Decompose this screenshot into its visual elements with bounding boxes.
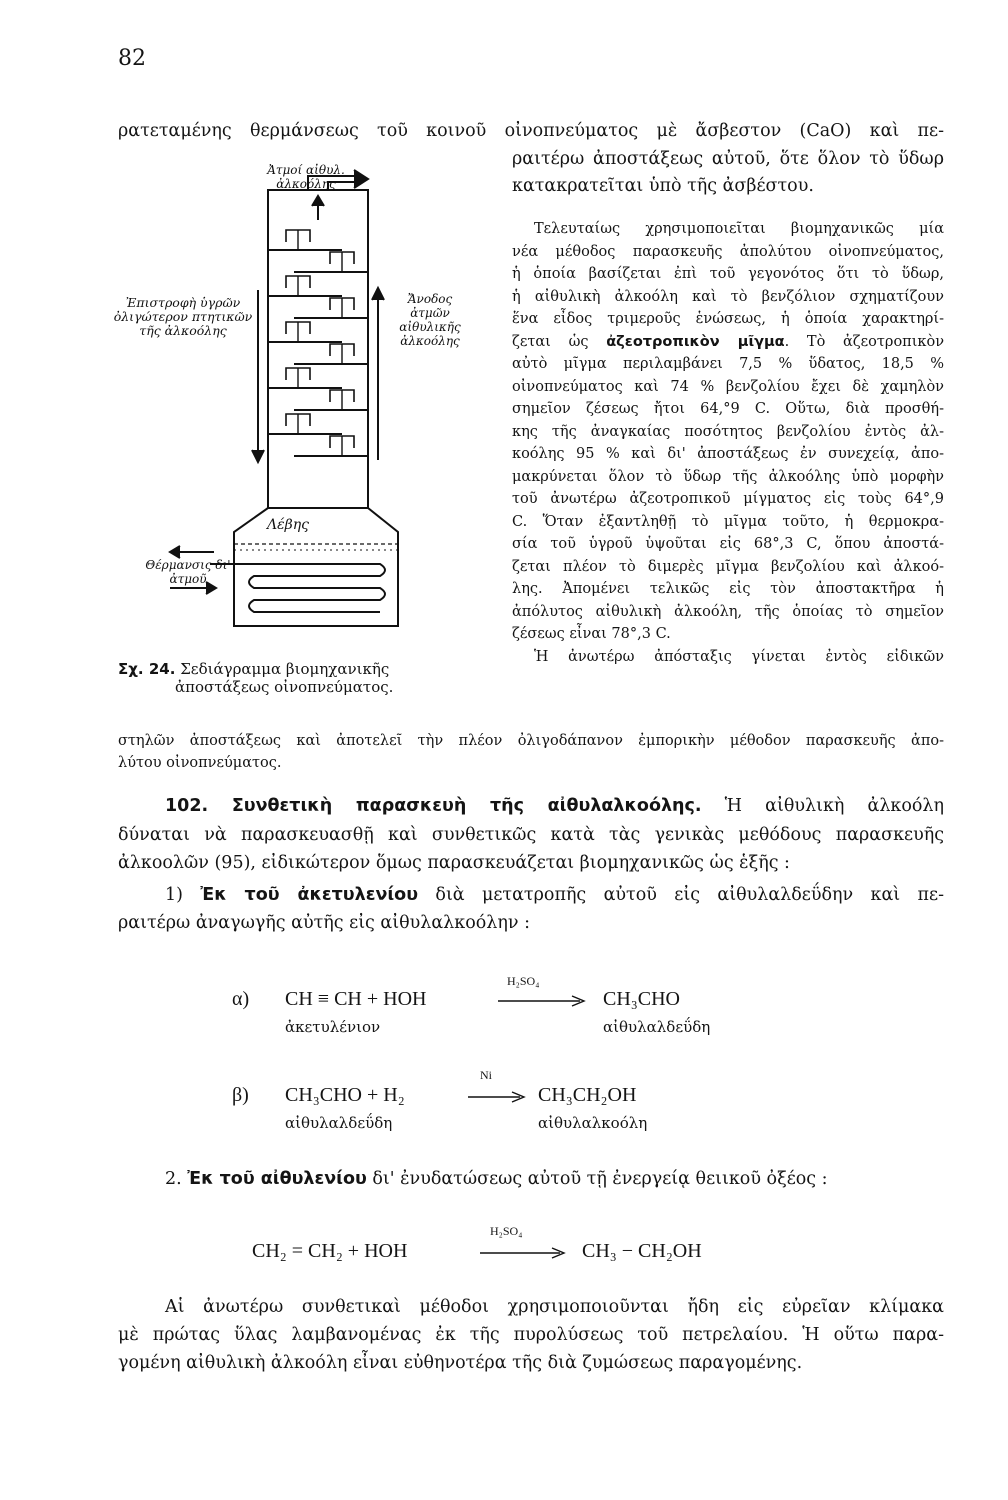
method-1-title: Ἐκ τοῦ ἀκετυλενίου	[200, 885, 419, 905]
method-1-line-1: 1) Ἐκ τοῦ ἀκετυλενίου διὰ μετατροπῆς αὐτοῦ εἰς αἰθυλαλδεΰδην καὶ πε-	[165, 885, 944, 905]
caption-number: Σχ. 24.	[118, 660, 176, 678]
reaction-b-product: CH₃CH₂OH	[538, 1084, 637, 1106]
rc-line: κοόλης 95 % καὶ δι' ἀποστάξεως ἐν συνεχείᾳ, ἀπο-	[512, 446, 944, 462]
rc-line: σία τοῦ ὑγροῦ ὑψοῦται εἰς 68°,3 C, ὅπου ἀποστά-	[512, 536, 944, 552]
ethylene-reactants: CH₂ = CH₂ + HOH	[252, 1240, 408, 1262]
page-number: 82	[118, 46, 146, 71]
method-1-line-2: ραιτέρω ἀναγωγῆς αὐτῆς εἰς αἰθυλαλκοόλην :	[118, 913, 530, 933]
rc-line: ἕνα εἶδος τριμεροῦς ἑνώσεως, ἡ ὁποία χαρακτηρί-	[512, 311, 944, 327]
intro-line-1: ρατεταμένης θερμάνσεως τοῦ κοινοῦ οἰνοπνεύματος μὲ ἄσβεστον (CaO) καὶ πε-	[118, 121, 944, 141]
figure-caption: Σχ. 24. Σεδιάγραμμα βιομηχανικῆς	[118, 660, 390, 678]
rc-line: κης τῆς ἀναγκαίας ποσότητος βενζολίου ἐντὸς ἀλ-	[512, 423, 944, 440]
rc-line: C. Ὅταν ἐξαντληθῇ τὸ μῖγμα τοῦτο, ἡ θερμοκρα-	[512, 513, 944, 530]
rc-line: ζεται πλέον τὸ διμερὲς μῖγμα βενζολίου καὶ ἀλκοό-	[512, 558, 944, 575]
reaction-a-product-name: αἰθυλαλδεΰδη	[603, 1018, 711, 1036]
rc-line: νέα μέθοδος παρασκευῆς ἀπολύτου οἰνοπνεύματος,	[512, 243, 944, 260]
reaction-b-label: β)	[232, 1084, 249, 1106]
rc-line: οἰνοπνεύματος καὶ 74 % βενζολίου ἔχει δὲ χαμηλὸν	[512, 378, 944, 395]
method-2-title: Ἐκ τοῦ αἰθυλενίου	[187, 1169, 367, 1189]
section-heading: 102. Συνθετικὴ παρασκευὴ τῆς αἰθυλαλκοόλης.	[165, 796, 702, 816]
intro-line-2: ραιτέρω ἀποστάξεως αὐτοῦ, ὅτε ὅλον τὸ ὕδωρ	[512, 149, 944, 169]
closing-line-1: Αἱ ἀνωτέρω συνθετικαὶ μέθοδοι χρησιμοποιοῦνται ἤδη εἰς εὐρεῖαν κλίμακα	[165, 1297, 944, 1317]
intro-line-3: κατακρατεῖται ὑπὸ τῆς ἀσβέστου.	[512, 176, 814, 196]
steam-heating-label: Θέρμανσις δι' ἀτμοῦ	[145, 558, 231, 586]
reaction-b-reactants: CH₃CHO + H₂	[285, 1084, 405, 1106]
rc-line: ἀπόλυτος αἰθυλικὴ ἀλκοόλη, τῆς ὁποίας τὸ σημεῖον	[512, 603, 944, 620]
rc-line: αὐτὸ μῖγμα περιλαμβάνει 7,5 % ὕδατος, 18,5 %	[512, 356, 944, 372]
rc-line: σημεῖον ζέσεως ἤτοι 64,°9 C. Οὕτω, διὰ προσθή-	[512, 401, 944, 417]
rc-line: ἡ αἰθυλικὴ ἀλκοόλη καὶ τὸ βενζόλιον σχηματίζουν	[512, 288, 944, 305]
rc-line-azeotrope: ζεται ὡς ἀζεοτροπικὸν μῖγμα. Τὸ ἀζεοτροπικὸν	[512, 333, 945, 350]
azeotrope-term: ἀζεοτροπικὸν μῖγμα	[606, 333, 785, 350]
rc-line: λης. Ἀπομένει τελικῶς εἰς τὸν ἀποστακτῆρα ἡ	[512, 581, 944, 597]
section-102-line-1: 102. Συνθετικὴ παρασκευὴ τῆς αἰθυλαλκοόλης. Ἡ αἰθυλικὴ ἀλκοόλη	[165, 796, 944, 816]
reaction-b-reactant-name: αἰθυλαλδεΰδη	[285, 1114, 393, 1132]
boiler-label: Λέβης	[267, 517, 309, 533]
reaction-a-catalyst: H₂SO₄	[507, 974, 540, 988]
rc-line: ζέσεως εἶναι 78°,3 C.	[512, 626, 671, 642]
reaction-a-reactants: CH ≡ CH + HOH	[285, 988, 427, 1010]
rc-line: ἡ ὁποία βασίζεται ἐπὶ τοῦ γεγονότος ὅτι τὸ ὕδωρ,	[512, 266, 944, 282]
section-102-line-2: δύναται νὰ παρασκευασθῇ καὶ συνθετικῶς κατὰ τὰς γενικὰς μεθόδους παρασκευῆς	[118, 825, 944, 845]
reaction-a-arrow	[496, 994, 588, 1008]
ethylene-catalyst: H₂SO₄	[490, 1224, 523, 1238]
rc-line: μακρύνεται ὅλον τὸ ὕδωρ τῆς ἀλκοόλης ὑπὸ μορφὴν	[512, 468, 944, 485]
closing-line-2: μὲ πρώτας ὕλας λαμβανομένας ἐκ τῆς πυρολύσεως τοῦ πετρελαίου. Ἡ οὕτω παρα-	[118, 1325, 944, 1345]
section-102-line-3: ἀλκοολῶν (95), εἰδικώτερον ὅμως παρασκευάζεται βιομηχανικῶς ὡς ἑξῆς :	[118, 853, 790, 873]
method-2-line: 2. Ἐκ τοῦ αἰθυλενίου δι' ἐνυδατώσεως αὐτοῦ τῇ ἐνεργείᾳ θειικοῦ ὀξέος :	[165, 1169, 828, 1189]
after-figure-line-1: στηλῶν ἀποστάξεως καὶ ἀποτελεῖ τὴν πλέον ὀλιγοδάπανον ἐμπορικὴν μέθοδον παρασκευῆς ἀπο-	[118, 733, 944, 749]
vapors-label: Ἀτμοί αἰθυλ. ἀλκοόλης	[267, 163, 345, 191]
reaction-a-reactant-name: ἀκετυλένιον	[285, 1018, 381, 1036]
reaction-a-label: α)	[232, 988, 250, 1010]
rc-line: Τελευταίως χρησιμοποιεῖται βιομηχανικῶς μία	[534, 221, 944, 237]
ethylene-reaction-arrow	[478, 1246, 568, 1260]
after-figure-line-2: λύτου οἰνοπνεύματος.	[118, 755, 282, 771]
reaction-a-product: CH₃CHO	[603, 988, 680, 1010]
ethylene-product: CH₃ − CH₂OH	[582, 1240, 702, 1262]
vapor-rise-label: Ἄνοδος ἀτμῶν αἰθυλικῆς ἀλκοόλης	[399, 292, 461, 348]
reaction-b-arrow	[466, 1090, 528, 1104]
rc-line: Ἡ ἀνωτέρω ἀπόσταξις γίνεται ἐντὸς εἰδικῶν	[534, 648, 944, 665]
right-column	[512, 218, 944, 668]
rc-line: τοῦ ἀνωτέρω ἀζεοτροπικοῦ μίγματος εἰς τοὺς 64°,9	[512, 491, 944, 507]
reaction-b-catalyst: Ni	[480, 1068, 492, 1082]
figure-caption-line-2: ἀποστάξεως οἰνοπνεύματος.	[175, 678, 394, 696]
closing-line-3: γομένη αἰθυλικὴ ἀλκοόλη εἶναι εὐθηνοτέρα τῆς διὰ ζυμώσεως παραγομένης.	[118, 1353, 803, 1373]
reflux-label: Ἐπιστροφὴ ὑγρῶν ὀλιγώτερον πτητικῶν τῆς ἀλκοόλης	[113, 295, 253, 338]
reaction-b-product-name: αἰθυλαλκοόλη	[538, 1114, 648, 1132]
